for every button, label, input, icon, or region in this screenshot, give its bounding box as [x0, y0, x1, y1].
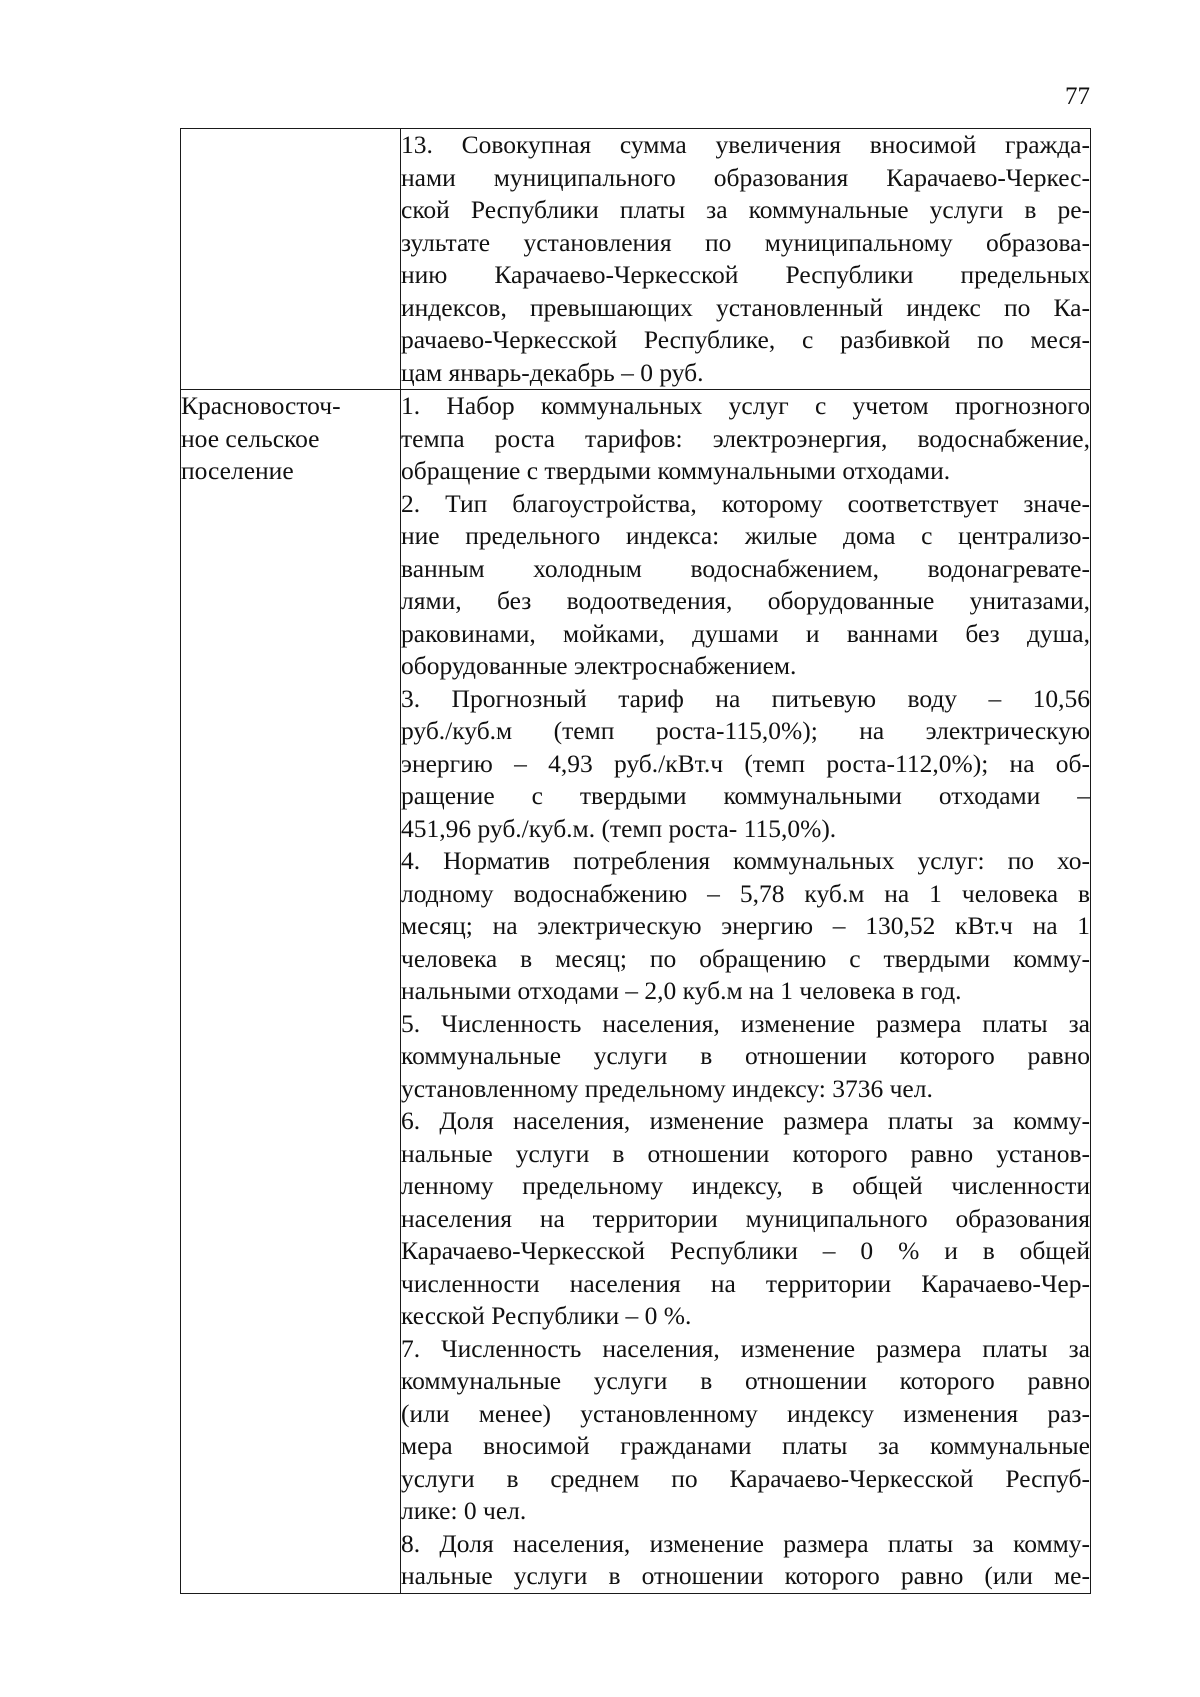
indicator-paragraph: [401, 845, 1090, 1008]
text-line: 4. Норматив потребления коммунальных услуг: по хо-: [401, 846, 1090, 875]
indicator-paragraph: [401, 129, 1090, 389]
indicator-paragraph: [401, 1333, 1090, 1528]
table-body: [181, 129, 1091, 1594]
table-row: [181, 390, 1091, 1594]
text-line: лике: 0 чел.: [401, 1496, 527, 1525]
text-line: лями, без водоотведения, оборудованные унитазами,: [401, 586, 1090, 615]
text-line: ской Республики платы за коммунальные услуги в ре-: [401, 195, 1090, 224]
text-line: ращение с твердыми коммунальными отходами –: [401, 781, 1090, 810]
text-line: цам январь-декабрь – 0 руб.: [401, 357, 704, 387]
municipality-name-line: ное сельское: [181, 423, 320, 453]
text-line: раковинами, мойками, душами и ваннами без душа,: [401, 618, 1090, 648]
municipality-cell: [181, 390, 401, 1594]
indicator-paragraph: [401, 390, 1090, 488]
text-line: (или менее) установленному индексу изменения раз-: [401, 1398, 1090, 1428]
text-line: 8. Доля населения, изменение размера платы за комму-: [401, 1528, 1090, 1558]
text-line: оборудованные электроснабжением.: [401, 651, 797, 680]
text-line: нальные услуги в отношении которого равно установ-: [401, 1138, 1090, 1168]
indicator-paragraph: [401, 1008, 1090, 1106]
text-line: темпа роста тарифов: электроэнергия, водоснабжение,: [401, 423, 1090, 453]
text-line: руб./куб.м (темп роста-115,0%); на электрическую: [401, 716, 1090, 745]
indicators-cell: [401, 390, 1091, 1594]
text-line: 7. Численность населения, изменение размера платы за: [401, 1333, 1090, 1363]
text-line: 13. Совокупная сумма увеличения вносимой гражда-: [401, 130, 1090, 159]
text-line: энергию – 4,93 руб./кВт.ч (темп роста-112,0%); на об-: [401, 748, 1090, 778]
text-line: численности населения на территории Карачаево-Чер-: [401, 1268, 1090, 1298]
text-line: услуги в среднем по Карачаево-Черкесской Респуб-: [401, 1463, 1090, 1493]
text-line: установленному предельному индексу: 3736 чел.: [401, 1073, 933, 1103]
indicator-paragraph: [401, 1105, 1090, 1333]
text-line: коммунальные услуги в отношении которого равно: [401, 1041, 1090, 1070]
text-line: лодному водоснабжению – 5,78 куб.м на 1 человека в: [401, 878, 1090, 908]
text-line: мера вносимой гражданами платы за коммунальные: [401, 1431, 1090, 1460]
text-line: 1. Набор коммунальных услуг с учетом прогнозного: [401, 391, 1090, 420]
text-line: индексов, превышающих установленный индекс по Ка-: [401, 292, 1090, 322]
text-line: нальные услуги в отношении которого равно (или ме-: [401, 1561, 1090, 1590]
text-line: населения на территории муниципального образования: [401, 1203, 1090, 1233]
text-line: человека в месяц; по обращению с твердыми комму-: [401, 943, 1090, 973]
text-line: ленному предельному индексу, в общей численности: [401, 1171, 1090, 1200]
page-number: 77: [1065, 83, 1090, 110]
text-line: Карачаево-Черкесской Республики – 0 % и в общей: [401, 1236, 1090, 1265]
indicator-paragraph: [401, 1528, 1090, 1593]
text-line: коммунальные услуги в отношении которого равно: [401, 1366, 1090, 1395]
text-line: нами муниципального образования Карачаево-Черкес-: [401, 162, 1090, 192]
document-table: [180, 128, 1091, 1594]
text-line: рачаево-Черкесской Республике, с разбивкой по меся-: [401, 325, 1090, 354]
text-line: нию Карачаево-Черкесской Республики предельных: [401, 260, 1090, 289]
text-line: 2. Тип благоустройства, которому соответствует значе-: [401, 488, 1090, 518]
text-line: 3. Прогнозный тариф на питьевую воду – 10,56: [401, 683, 1090, 713]
text-line: 5. Численность населения, изменение размера платы за: [401, 1008, 1090, 1038]
text-line: нальными отходами – 2,0 куб.м на 1 человека в год.: [401, 976, 962, 1005]
text-line: 451,96 руб./куб.м. (темп роста- 115,0%).: [401, 813, 837, 843]
indicator-paragraph: [401, 488, 1090, 683]
municipality-name-line: поселение: [181, 456, 294, 485]
municipality-name: [181, 390, 400, 488]
indicators-cell: [401, 129, 1091, 390]
text-line: зультате установления по муниципальному образова-: [401, 227, 1090, 257]
municipality-cell: [181, 129, 401, 390]
text-line: ние предельного индекса: жилые дома с централизо-: [401, 521, 1090, 550]
municipality-name-line: Красновосточ-: [181, 391, 341, 420]
text-line: месяц; на электрическую энергию – 130,52 кВт.ч на 1: [401, 911, 1090, 940]
text-line: обращение с твердыми коммунальными отходами.: [401, 456, 951, 485]
text-line: ванным холодным водоснабжением, водонагревате-: [401, 553, 1090, 583]
indicator-paragraph: [401, 683, 1090, 846]
text-line: 6. Доля населения, изменение размера платы за комму-: [401, 1106, 1090, 1135]
table-row: [181, 129, 1091, 390]
text-line: кесской Республики – 0 %.: [401, 1301, 692, 1330]
